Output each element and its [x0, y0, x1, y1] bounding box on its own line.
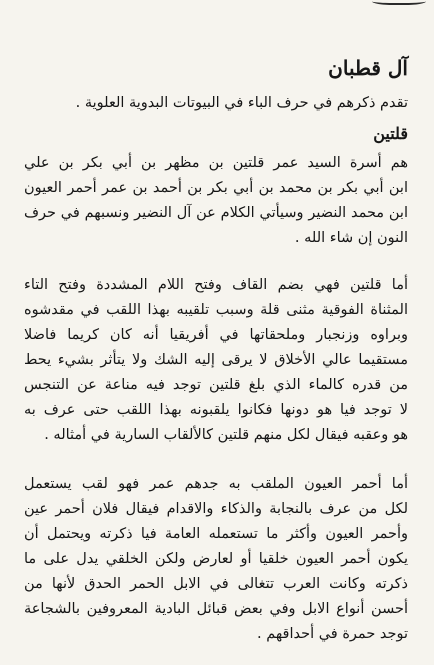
- paragraph-3-line: توجد حمرة في أحداقهم .: [256, 626, 408, 642]
- paragraph-1-line: النون إن شاء الله .: [294, 230, 408, 246]
- paragraph-3-line: يكون أحمر العيون خلقيا أو لعارض ولكن الخلقي يدل على ما: [24, 551, 408, 567]
- paragraph-2-line: هو وعقبه فيقال لكل منهم قلتين كالألقاب السارية في أمثاله .: [44, 427, 408, 443]
- cropped-glyph-stroke: [372, 0, 426, 5]
- paragraph-2-line: لا توجد فيا هو دونها فكانوا يلقبونه بهذا اللقب حتى عرف به: [24, 402, 408, 418]
- paragraph-3-line: أحسن أنواع الابل وفي بعض قبائل البادية المعروفين بالشجاعة: [24, 601, 408, 617]
- cropped-text-fragment: [366, 0, 426, 16]
- section-heading: آل قطبان: [328, 56, 408, 80]
- paragraph-3-line: وأحمر العيون وأكثر ما تستعمله العامة فيا ذكرته ويحتمل أن: [24, 526, 408, 542]
- paragraph-1-line: ابن محمد النضير وسيأتي الكلام عن آل النضير ونسبهم في حرف: [24, 205, 408, 221]
- intro-line: تقدم ذكرهم في حرف الباء في البيوتات البدوية العلوية .: [75, 95, 408, 111]
- family-subheading: قلتين: [373, 124, 408, 143]
- paragraph-3-line: لكل من عرف بالنجابة والذكاء والاقدام فيقال فلان أحمر عين: [24, 501, 408, 517]
- paragraph-2-line: أما قلتين فهي بضم القاف وفتح اللام المشددة وفتح التاء: [24, 277, 408, 293]
- paragraph-1-line: هم أسرة السيد عمر قلتين بن مظهر بن أبي بكر بن علي: [24, 155, 408, 171]
- paragraph-2-line: مستقيما عالي الأخلاق لا يرقى إليه الشك ولا يتأثر بشيء يحط: [24, 352, 408, 368]
- paragraph-1-line: ابن أبي بكر بن محمد بن أبي بكر بن أحمد بن عمر أحمر العيون: [24, 180, 408, 196]
- paragraph-3-line: أما أحمر العيون الملقب به جدهم عمر فهو لقب يستعمل: [24, 476, 408, 492]
- paragraph-2-line: المثناة الفوقية مثنى قلة وسبب تلقيبه بهذا اللقب في مقدشوه: [24, 302, 408, 318]
- paragraph-3-line: ذكرته وكانت العرب تتغالى في الابل الحمر الحدق لأنها من: [24, 576, 408, 592]
- paragraph-2-line: وبراوه وزنجبار وملحقاتها في أفريقيا أنه كان كريما فاضلا: [24, 327, 408, 343]
- paragraph-2-line: من قدره كالماء الذي بلغ قلتين توجد فيه مناعة عن التنجس: [24, 377, 408, 393]
